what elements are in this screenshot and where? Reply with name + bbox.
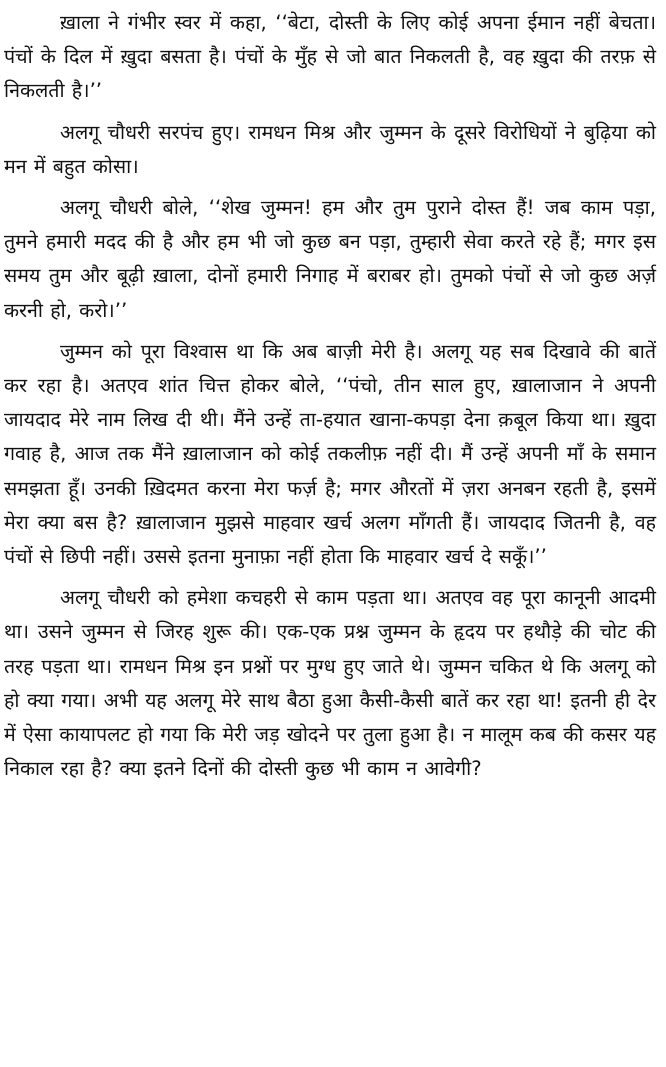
paragraph-algu-sarpanch: अलगू चौधरी सरपंच हुए। रामधन मिश्र और जुम्मन के दूसरे विरोधियों ने बुढ़िया को मन में बहुत कोसा। <box>4 120 656 178</box>
paragraph-algu-address: अलगू चौधरी बोले, ‘‘शेख जुम्मन! हम और तुम पुराने दोस्त हैं! जब काम पड़ा, तुमने हमारी मदद की है और हम भी जो कुछ बन पड़ा, तुम्हारी सेवा करते रहे हैं; मगर इस समय तुम और बूढ़ी ख़ाला, दोनों हमारी निगाह में बराबर हो। तुमको पंचों से जो कुछ अर्ज़ करनी हो, करो।’’ <box>4 196 656 322</box>
paragraph-khala-speech: ख़ाला ने गंभीर स्वर में कहा, ‘‘बेटा, दोस्ती के लिए कोई अपना ईमान नहीं बेचता। पंचों के दिल में ख़ुदा बसता है। पंचों के मुँह से जो बात निकलती है, वह ख़ुदा की तरफ़ से निकलती है।’’ <box>4 11 656 103</box>
paragraph-jumman-statement: जुम्मन को पूरा विश्वास था कि अब बाज़ी मेरी है। अलगू यह सब दिखावे की बातें कर रहा है। अतएव शांत चित्त होकर बोले, ‘‘पंचो, तीन साल हुए, ख़ालाजान ने अपनी जायदाद मेरे नाम लिख दी थी। मैंने उन्हें ता-हयात खाना-कपड़ा देना क़बूल किया था। ख़ुदा गवाह है, आज तक मैंने ख़ालाजान को कोई तकलीफ़ नहीं दी। मैं उन्हें अपनी माँ के समान समझता हूँ। उनकी ख़िदमत करना मेरा फर्ज़ है; मगर औरतों में ज़रा अनबन रहती है, इसमें मेरा क्या बस है? ख़ालाजान मुझसे माहवार खर्च अलग माँगती हैं। जायदाद जितनी है, वह पंचों से छिपी नहीं। उससे इतना मुनाफ़ा नहीं होता कि माहवार खर्च दे सकूँ।’’ <box>4 339 656 569</box>
paragraph-cross-examination: अलगू चौधरी को हमेशा कचहरी से काम पड़ता था। अतएव वह पूरा कानूनी आदमी था। उसने जुम्मन से जिरह शुरू की। एक-एक प्रश्न जुम्मन के हृदय पर हथौड़े की चोट की तरह पड़ता था। रामधन मिश्र इन प्रश्नों पर मुग्ध हुए जाते थे। जुम्मन चकित थे कि अलगू को हो क्या गया। अभी यह अलगू मेरे साथ बैठा हुआ कैसी-कैसी बातें कर रहा था! इतनी ही देर में ऐसा कायापलट हो गया कि मेरी जड़ खोदने पर तुला हुआ है। न मालूम कब की कसर यह निकाल रहा है? क्या इतने दिनों की दोस्ती कुछ भी काम न आवेगी? <box>4 586 656 781</box>
